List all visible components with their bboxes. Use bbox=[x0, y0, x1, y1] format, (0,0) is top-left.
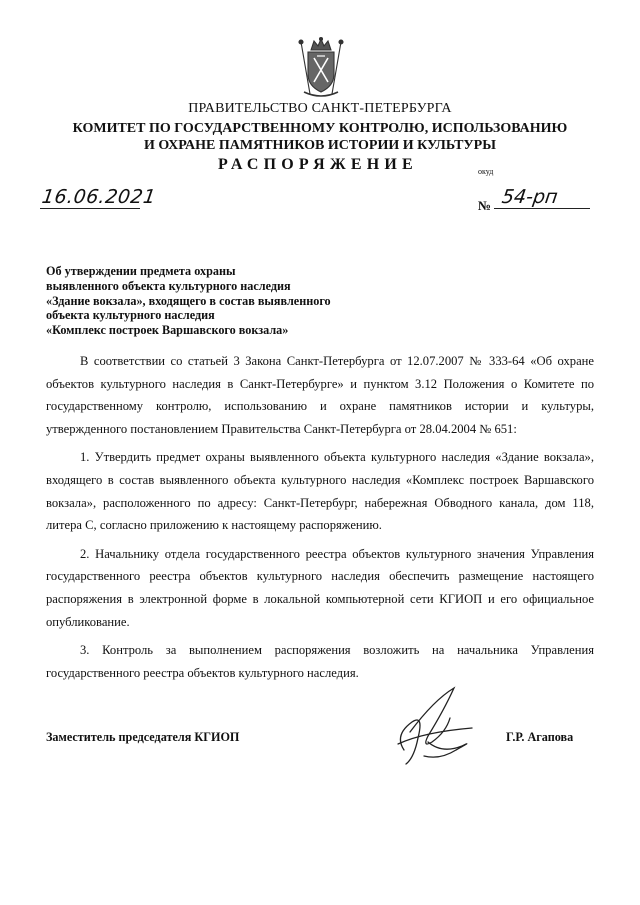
document-body bbox=[46, 350, 594, 684]
subject-line: объекта культурного наследия bbox=[46, 308, 215, 323]
subject-line: «Комплекс построек Варшавского вокзала» bbox=[46, 323, 289, 338]
document-type: РАСПОРЯЖЕНИЕ bbox=[218, 156, 418, 173]
number-label: № bbox=[478, 198, 492, 213]
item-1-paragraph: 1. Утвердить предмет охраны выявленного объекта культурного наследия «Здание вокзала», входящего в состав выявленного объекта культурного наследия «Комплекс построек Варшавского вокзала», расположенного по адресу: Санкт-Петербург, набережная Обводного канала, дом 118, литера С, согласно приложению к настоящему распоряжению. bbox=[46, 450, 594, 533]
committee-title-line2: И ОХРАНЕ ПАМЯТНИКОВ ИСТОРИИ И КУЛЬТУРЫ bbox=[144, 138, 496, 153]
subject-line: выявленного объекта культурного наследия bbox=[46, 278, 291, 293]
preamble-paragraph: В соответствии со статьей 3 Закона Санкт-Петербурга от 12.07.2007 № 333-64 «Об охране объектов культурного наследия в Санкт-Петербурге» и пунктом 3.12 Положения о Комитете по государственному контролю, использованию и охране памятников истории и культуры, утвержденного постановлением Правительства Санкт-Петербурга от 28.04.2004 № 651: bbox=[46, 354, 594, 436]
number-underline bbox=[494, 208, 590, 209]
document-subject bbox=[46, 264, 376, 338]
date-underline bbox=[40, 208, 140, 209]
signer-name: Г.Р. Агапова bbox=[506, 730, 574, 744]
government-title: ПРАВИТЕЛЬСТВО САНКТ-ПЕТЕРБУРГА bbox=[188, 101, 452, 116]
subject-line: Об утверждении предмета охраны bbox=[46, 264, 236, 278]
okud-label: окуд bbox=[478, 167, 494, 176]
coat-of-arms-icon bbox=[296, 36, 346, 100]
signer-title: Заместитель председателя КГИОП bbox=[46, 730, 240, 744]
signature-icon bbox=[384, 680, 484, 780]
committee-title bbox=[0, 120, 640, 154]
subject-line: «Здание вокзала», входящего в состав выявленного bbox=[46, 293, 331, 308]
document-date: 16.06.2021 bbox=[40, 186, 158, 208]
committee-title-line1: КОМИТЕТ ПО ГОСУДАРСТВЕННОМУ КОНТРОЛЮ, ИСПОЛЬЗОВАНИЮ bbox=[72, 121, 568, 136]
item-3-paragraph: 3. Контроль за выполнением распоряжения возложить на начальника Управления государственного реестра объектов культурного наследия. bbox=[46, 643, 594, 680]
document-number: 54-рп bbox=[500, 186, 560, 208]
item-2-paragraph: 2. Начальнику отдела государственного реестра объектов культурного значения Управления государственного реестра объектов культурного наследия обеспечить размещение настоящего распоряжения в электронной форме в локальной компьютерной сети КГИОП и его официальное опубликование. bbox=[46, 546, 594, 629]
